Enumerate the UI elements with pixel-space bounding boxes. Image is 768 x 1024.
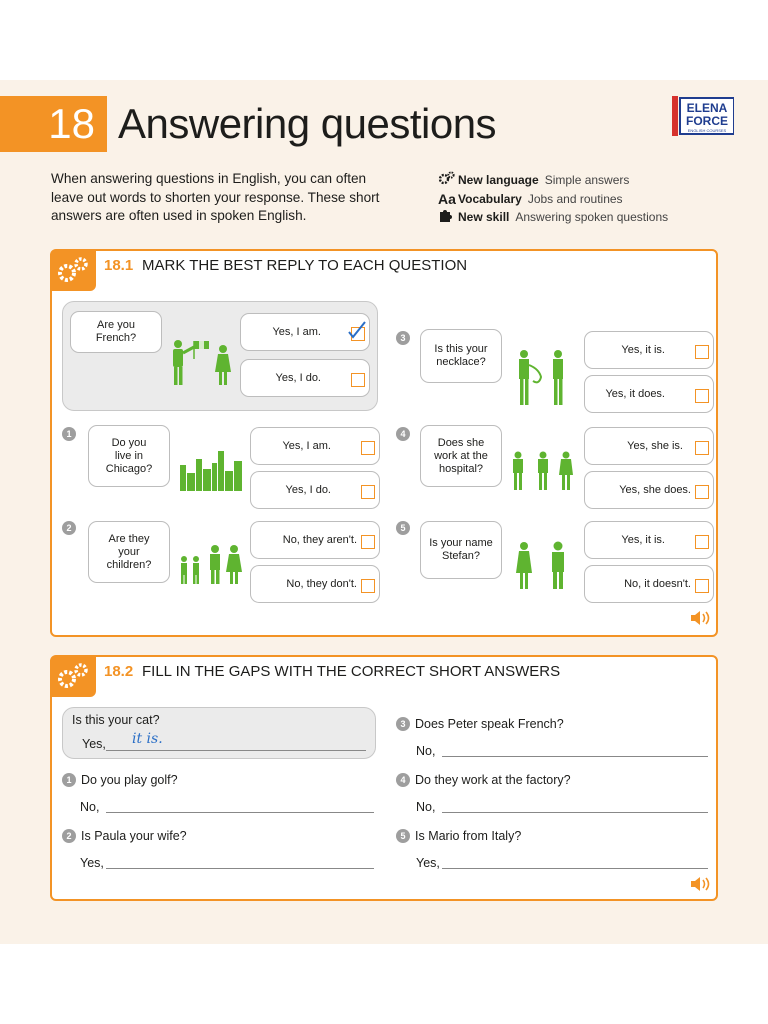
answer-option [240,359,370,397]
answer-option [584,471,714,509]
question-line: your [118,545,140,558]
question-line: Chicago? [105,462,153,475]
question-line: French? [95,332,137,344]
answer-text: Yes, she is. [627,440,683,452]
answer-line[interactable] [106,812,374,813]
question-item [396,773,571,787]
answer-checkbox[interactable] [695,441,709,455]
answer-line[interactable] [442,812,708,813]
unit-meta [438,171,668,227]
answer-option [250,471,380,509]
answer-line[interactable] [106,868,374,869]
meta-label: New skill [458,210,510,224]
question-text: Do you play golf? [81,773,178,787]
answer-checkbox[interactable] [361,579,375,593]
answer-text: No, they aren't. [282,534,357,546]
answer-prefix: Yes, [82,737,106,751]
answer-line[interactable] [442,868,708,869]
meta-value: Jobs and routines [527,191,623,206]
answer-text: No, it doesn't. [624,578,691,590]
answer-text: Yes, I do. [275,372,321,384]
answer-prefix: Yes, [80,856,104,870]
answer-checkbox[interactable] [695,485,709,499]
answer-option [584,375,714,413]
question-item [62,829,187,843]
meta-value: Answering spoken questions [515,210,669,224]
answer-prefix: No, [416,744,436,758]
question-line: children? [106,558,152,571]
answer-checkbox[interactable] [351,373,365,387]
question-bubble [70,311,162,353]
answer-text: Yes, I do. [285,484,331,496]
meta-value: Simple answers [544,173,630,187]
question-line: Are you [97,319,135,331]
answer-checkbox[interactable] [361,441,375,455]
woman-man-figures [514,541,574,591]
answer-option [250,565,380,603]
exercise-number: 18.1 [104,257,134,274]
question-line: Does she [437,436,485,449]
logo-line1: ELENA [686,101,728,115]
question-line: hospital? [438,462,484,475]
question-bubble [88,521,170,583]
answer-option [584,427,714,465]
item-number: 3 [396,717,410,731]
exercise-instruction: MARK THE BEST REPLY TO EACH QUESTION [142,257,468,274]
answer-checkbox[interactable] [695,535,709,549]
unit-number-box [0,96,107,152]
gears-icon [52,657,96,697]
item-number: 4 [396,427,410,441]
answer-line [106,750,366,751]
exercise-18-1-panel [50,249,718,637]
answer-option [250,521,380,559]
gears-icon [438,171,458,191]
answer-option [584,331,714,369]
question-line: Are they [108,532,150,545]
question-text: Is Paula your wife? [81,829,187,843]
item-number: 1 [62,773,76,787]
answer-checkbox[interactable] [695,345,709,359]
man-flag-woman-figures [162,339,238,389]
question-text: Is Mario from Italy? [415,829,522,843]
unit-number: 18 [48,100,95,147]
audio-speaker-icon[interactable] [690,611,712,625]
question-line: Stefan? [442,550,480,562]
answer-text: Yes, she does. [619,484,691,496]
page-title: Answering questions [118,100,497,147]
answer-line[interactable] [442,756,708,757]
meta-new-skill [438,208,668,227]
question-line: necklace? [436,356,486,368]
meta-new-language [438,171,668,190]
answer-option [584,521,714,559]
answer-text: Yes, I am. [272,326,321,338]
meta-vocabulary [438,190,668,209]
question-item [396,829,521,843]
example-handwritten-answer: it is. [132,731,163,747]
meta-label: New language [458,173,539,187]
aa-icon: Aa [438,190,456,207]
intro-line: answers are often used in spoken English. [51,208,307,223]
answer-text: Yes, it is. [621,534,665,546]
answer-checkbox[interactable] [361,485,375,499]
question-bubble [420,329,502,383]
question-line: work at the [434,449,488,462]
answer-prefix: No, [416,800,436,814]
answer-option [584,565,714,603]
logo-line2: FORCE [686,114,728,128]
answer-prefix: Yes, [416,856,440,870]
item-number: 3 [396,331,410,345]
question-text: Does Peter speak French? [415,717,564,731]
question-bubble [420,521,502,579]
answer-text: No, they don't. [286,578,357,590]
exercise-number: 18.2 [104,663,134,680]
question-bubble [88,425,170,487]
item-number: 4 [396,773,410,787]
answer-text: Yes, it does. [605,388,665,400]
question-item [396,717,564,731]
answer-text: Yes, it is. [621,344,665,356]
answer-text: Yes, I am. [282,440,331,452]
question-text: Do they work at the factory? [415,773,571,787]
puzzle-icon [438,208,458,228]
question-line: Is your name [429,537,493,549]
item-number: 1 [62,427,76,441]
intro-text [51,170,411,226]
question-text: Is this your cat? [72,713,160,727]
gears-icon [52,251,96,291]
item-number: 5 [396,521,410,535]
item-number: 5 [396,829,410,843]
exercise-instruction: FILL IN THE GAPS WITH THE CORRECT SHORT ANSWERS [142,663,561,680]
audio-speaker-icon[interactable] [690,877,712,891]
logo-line3: ENGLISH COURSES [687,128,727,133]
exercise-18-2-panel [50,655,718,901]
answer-checkbox[interactable] [695,579,709,593]
answer-checkbox[interactable] [361,535,375,549]
answer-prefix: No, [80,800,100,814]
question-bubble [420,425,502,487]
question-line: Is this your [434,343,488,355]
intro-line: When answering questions in English, you can often [51,171,367,186]
question-line: live in [114,449,144,462]
two-people-necklace-figure [514,349,570,407]
answer-option [250,427,380,465]
item-number: 2 [62,521,76,535]
family-figures [176,545,246,585]
elena-force-logo [672,96,734,136]
answer-option [240,313,370,351]
intro-line: leave out words to shorten your response. These short [51,189,380,205]
answer-checkbox[interactable] [695,389,709,403]
hospital-staff-figures [510,451,576,491]
checkmark-icon [345,320,369,340]
question-item [62,773,178,787]
question-line: Do you [111,436,147,449]
item-number: 2 [62,829,76,843]
meta-label: Vocabulary [458,191,522,206]
city-skyline-figure [180,451,242,491]
